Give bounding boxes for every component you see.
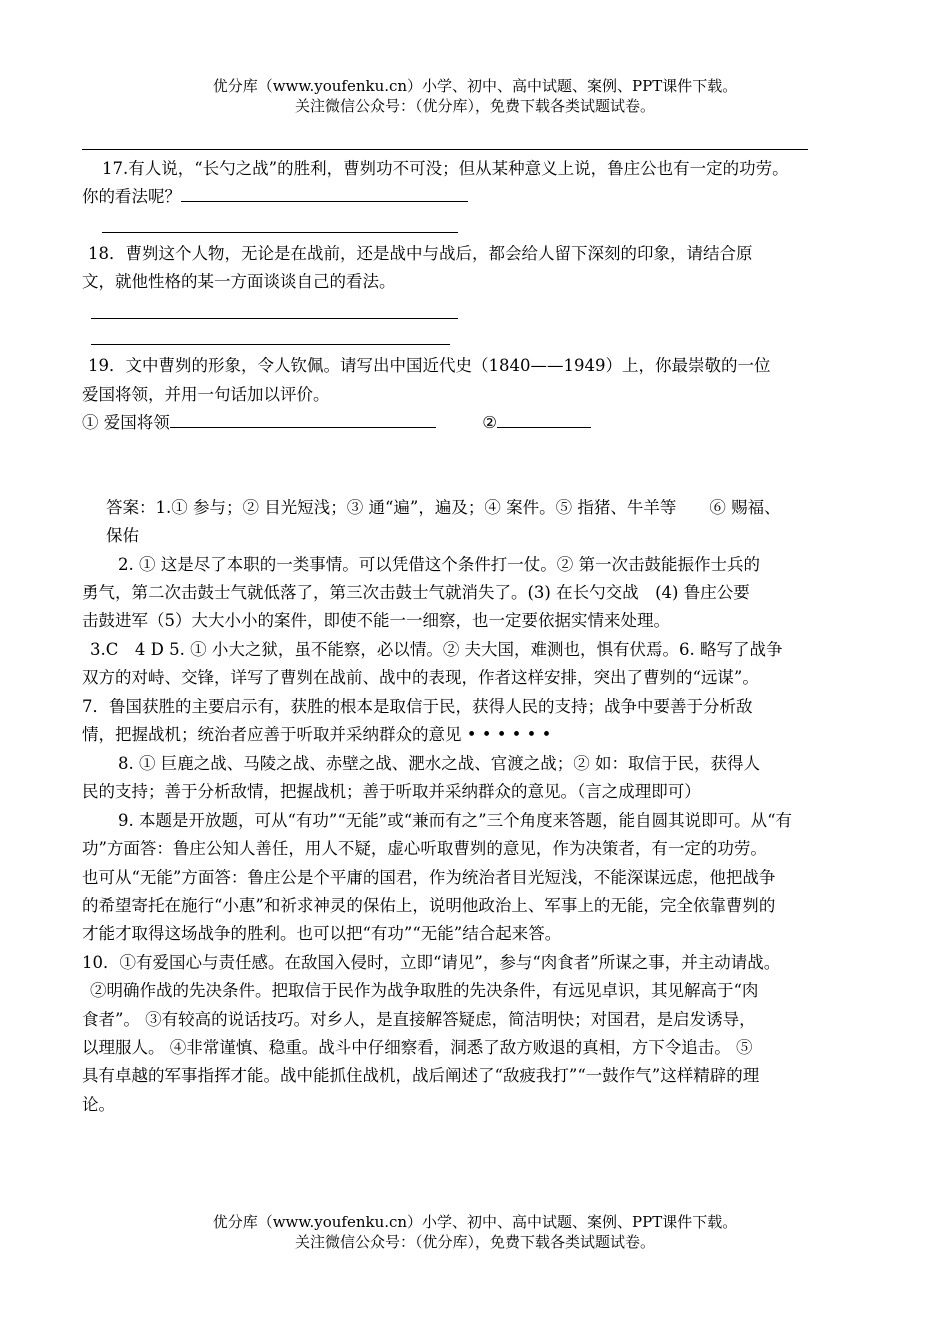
footer-line-1: 优分库（www.youfenku.cn）小学、初中、高中试题、案例、PPT课件下载。	[212, 1213, 738, 1231]
q17-line-2	[82, 183, 502, 211]
answer-9-line-4: 的希望寄托在施行“小惠”和祈求神灵的保佑上，说明他政治上、军事上的无能，完全依靠曹刿的	[82, 896, 776, 915]
footer-line-2: 关注微信公众号：（优分库），免费下载各类试题试卷。	[294, 1233, 655, 1251]
header-line-1: 优分库（www.youfenku.cn）小学、初中、高中试题、案例、PPT课件下载。	[212, 77, 738, 95]
q18-line-2: 文，就他性格的某一方面谈谈自己的看法。	[82, 272, 396, 291]
answer-8-line-1: 8. ① 巨鹿之战、马陵之战、赤壁之战、淝水之战、官渡之战；② 如：取信于民，获得人	[118, 754, 760, 773]
answer-9-line-1: 9. 本题是开放题，可从“有功”“无能”或“兼而有之”三个角度来答题，能自圆其说即可。从“有	[118, 811, 793, 830]
answer-3-line-2: 双方的对峙、交锋，详写了曹刿在战前、战中的表现，作者这样安排，突出了曹刿的“远谋”。	[82, 668, 759, 687]
q19-comment-blank[interactable]	[497, 409, 591, 428]
answer-1-line-2: 保佑	[106, 526, 139, 545]
page-header	[0, 76, 950, 116]
q18-answer-line-2[interactable]	[91, 344, 450, 345]
answer-9-line-3: 也可从“无能”方面答：鲁庄公是个平庸的国君，作为统治者目光短浅，不能深谋远虑，他把战争	[82, 868, 776, 887]
q17-answer-line[interactable]	[102, 232, 458, 233]
header-rule	[82, 149, 808, 150]
q18-line-1: 18．曹刿这个人物，无论是在战前，还是战中与战后，都会给人留下深刻的印象，请结合原	[88, 244, 753, 263]
answer-10-line-5: 具有卓越的军事指挥才能。战中能抓住战机，战后阐述了“敌疲我打”“一鼓作气”这样精辟的理	[82, 1066, 760, 1085]
answer-9-line-5: 才能才取得这场战争的胜利。也可以把“有功”“无能”结合起来答。	[82, 924, 562, 943]
answer-7-line-2: 情，把握战机；统治者应善于听取并采纳群众的意见 • • • • • •	[82, 725, 552, 744]
q19-line-3	[82, 409, 591, 437]
page-footer	[0, 1212, 950, 1252]
answer-7-line-1: 7．鲁国获胜的主要启示有，获胜的根本是取信于民，获得人民的支持；战争中要善于分析敌	[82, 697, 753, 716]
answer-2-line-3: 击鼓进军（5）大大小小的案件，即使不能一一细察，也一定要依据实情来处理。	[82, 611, 670, 630]
q19-comment-label: ②	[482, 413, 498, 432]
answer-2-line-2: 勇气，第二次击鼓士气就低落了，第三次击鼓士气就消失了。(3) 在长勺交战 (4) 鲁庄公要	[82, 583, 750, 602]
answer-10-line-3: 食者”。 ③有较高的说话技巧。对乡人，是直接解答疑虑，简洁明快；对国君，是启发诱导，	[82, 1010, 756, 1029]
q17-prompt: 你的看法呢？	[82, 187, 181, 206]
q19-line-1: 19．文中曹刿的形象，令人钦佩。请写出中国近代史（1840——1949）上，你最崇敬的一位	[88, 356, 771, 375]
answer-9-line-2: 功”方面答：鲁庄公知人善任，用人不疑，虚心听取曹刿的意见，作为决策者，有一定的功劳。	[82, 839, 767, 858]
q19-general-label: ① 爱国将领	[82, 413, 170, 432]
q19-line-2: 爱国将领，并用一句话加以评价。	[82, 385, 330, 404]
q18-answer-line-1[interactable]	[91, 318, 458, 319]
answer-1-line-1: 答案：1.① 参与；② 目光短浅；③ 通“遍”，遍及；④ 案件。⑤ 指猪、牛羊等 ⑥ 赐福、	[106, 498, 781, 517]
answer-10-line-4: 以理服人。 ④非常谨慎、稳重。战斗中仔细察看，洞悉了敌方败退的真相，方下令追击。 ⑤	[82, 1038, 753, 1057]
answer-8-line-2: 民的支持；善于分析敌情，把握战机；善于听取并采纳群众的意见。（言之成理即可）	[82, 782, 701, 801]
answer-10-line-2: ②明确作战的先决条件。把取信于民作为战争取胜的先决条件，有远见卓识，其见解高于“肉	[90, 981, 759, 1000]
answer-2-line-1: 2. ① 这是尽了本职的一类事情。可以凭借这个条件打一仗。② 第一次击鼓能振作士兵的	[118, 555, 760, 574]
q19-general-blank[interactable]	[170, 409, 436, 428]
q17-answer-blank[interactable]	[181, 183, 468, 202]
q17-line-1: 17.有人说，“长勺之战”的胜利，曹刿功不可没；但从某种意义上说，鲁庄公也有一定的功劳。	[102, 159, 789, 178]
header-line-2: 关注微信公众号：（优分库），免费下载各类试题试卷。	[294, 97, 655, 115]
answer-10-line-1: 10．①有爱国心与责任感。在敌国入侵时，立即“请见”，参与“肉食者”所谋之事，并主动请战。	[82, 953, 781, 972]
answer-10-line-6: 论。	[82, 1095, 115, 1114]
answer-3-line-1: 3.C 4 D 5. ① 小大之狱，虽不能察，必以情。② 夫大国，难测也，惧有伏焉。6. 略写了战争	[90, 640, 783, 659]
